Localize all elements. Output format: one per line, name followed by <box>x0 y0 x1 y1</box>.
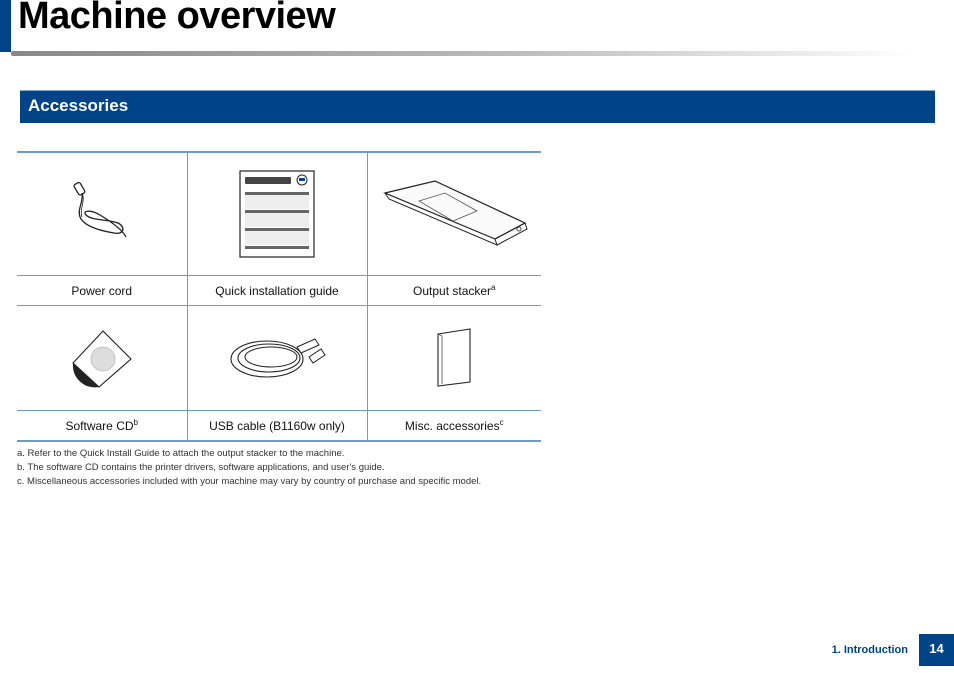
accessory-image-cell <box>187 152 367 276</box>
accessory-label: Software $CD^b$ <box>17 411 187 442</box>
accessory-label: Power cord <box>17 276 187 306</box>
power-cord-icon <box>62 179 142 249</box>
accessory-image-cell <box>17 152 187 276</box>
section-title: Accessories <box>28 96 129 115</box>
footnote: c. Miscellaneous accessories included with your machine may vary by country of purchase and specific model. <box>17 476 482 487</box>
table-row <box>17 152 541 276</box>
accessory-label: Output stacker$^a$ <box>367 276 541 306</box>
page-number: 14 <box>919 634 954 666</box>
table-row <box>17 306 541 411</box>
usb-cable-icon <box>227 333 327 383</box>
accessory-image-cell <box>17 306 187 411</box>
accessory-image-cell <box>187 306 367 411</box>
quick-guide-icon <box>239 170 315 258</box>
table-row <box>17 411 541 442</box>
footnote: b. The software CD contains the printer drivers, software applications, and user's guide. <box>17 462 385 473</box>
header-accent-bar <box>0 0 11 52</box>
title-divider <box>11 51 916 56</box>
page-title: Machine overview <box>18 0 336 37</box>
footer-section-link[interactable]: 1. Introduction <box>831 644 908 656</box>
footnote: a. Refer to the Quick Install Guide to attach the output stacker to the machine. <box>17 448 345 459</box>
accessory-label: USB cable (B1160w only) <box>187 411 367 442</box>
output-stacker-icon <box>379 179 529 249</box>
accessories-table <box>17 151 541 442</box>
table-row <box>17 276 541 306</box>
accessory-image-cell <box>367 306 541 411</box>
misc-accessories-icon <box>434 328 474 388</box>
software-cd-icon <box>69 325 135 391</box>
accessory-label: Quick installation guide <box>187 276 367 306</box>
section-header-bar <box>20 90 935 123</box>
accessory-image-cell <box>367 152 541 276</box>
accessory-label: Misc. accessories$^c$ <box>367 411 541 442</box>
footnotes <box>17 447 577 489</box>
